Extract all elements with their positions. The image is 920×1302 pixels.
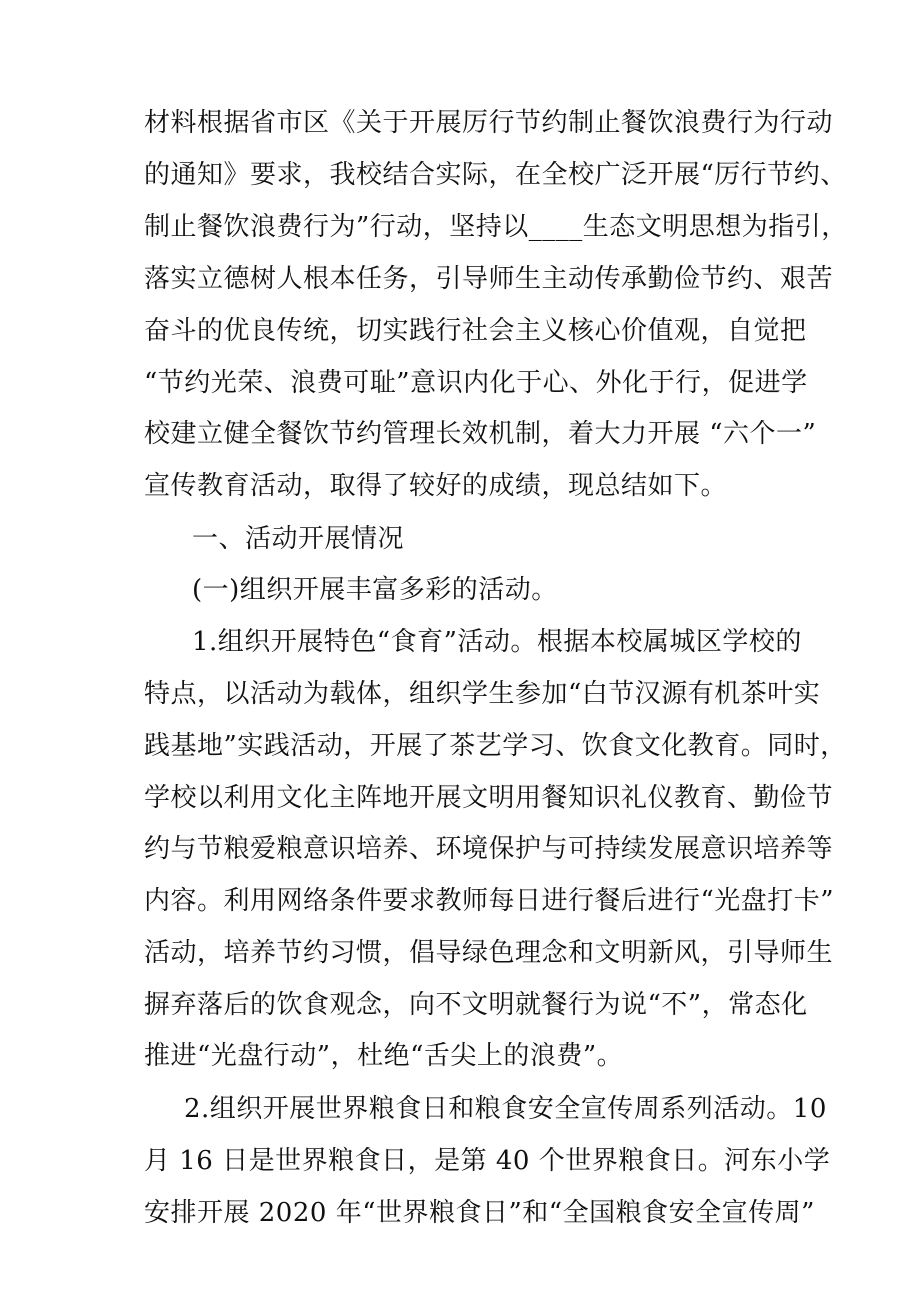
text-line: 制止餐饮浪费行为”行动，坚持以____生态文明思想为指引， (144, 212, 848, 242)
text-line: 校建立健全餐饮节约管理长效机制，着大力开展 “六个一” (144, 419, 817, 449)
text-line: 特点，以活动为载体，组织学生参加“白节汉源有机茶叶实 (144, 679, 821, 709)
text-line: 推进“光盘行动”，杜绝“舌尖上的浪费”。 (144, 1041, 624, 1071)
text-line: 摒弃落后的饮食观念，向不文明就餐行为说“不”，常态化 (144, 990, 808, 1020)
text-line: 活动，培养节约习惯，倡导绿色理念和文明新风，引导师生 (144, 938, 834, 968)
text-line: 2.组织开展世界粮食日和粮食安全宣传周系列活动。10 (184, 1094, 827, 1124)
text-line: 安排开展 2020 年“世界粮食日”和“全国粮食安全宣传周” (144, 1198, 815, 1228)
text-line: 奋斗的优良传统，切实践行社会主义核心价值观，自觉把 (144, 316, 807, 346)
text-line: 的通知》要求，我校结合实际，在全校广泛开展“厉行节约、 (144, 160, 847, 190)
text-line: 约与节粮爱粮意识培养、环境保护与可持续发展意识培养等 (144, 834, 834, 864)
text-line: 1.组织开展特色“食育”活动。根据本校属城区学校的 (192, 627, 802, 657)
section-heading: 一、活动开展情况 (192, 524, 405, 554)
text-line: 践基地”实践活动，开展了茶艺学习、饮食文化教育。同时， (144, 731, 847, 761)
text-line: 落实立德树人根本任务，引导师生主动传承勤俭节约、艰苦 (144, 264, 834, 294)
subsection-heading: (一)组织开展丰富多彩的活动。 (192, 575, 558, 605)
text-line: 月 16 日是世界粮食日，是第 40 个世界粮食日。河东小学 (144, 1146, 831, 1176)
text-line: “节约光荣、浪费可耻”意识内化于心、外化于行，促进学 (144, 368, 808, 398)
text-line: 内容。利用网络条件要求教师每日进行餐后进行“光盘打卡” (144, 886, 835, 916)
text-line: 学校以利用文化主阵地开展文明用餐知识礼仪教育、勤俭节 (144, 783, 834, 813)
text-line: 宣传教育活动，取得了较好的成绩，现总结如下。 (144, 471, 728, 501)
text-line: 材料根据省市区《关于开展厉行节约制止餐饮浪费行为行动 (144, 108, 834, 138)
